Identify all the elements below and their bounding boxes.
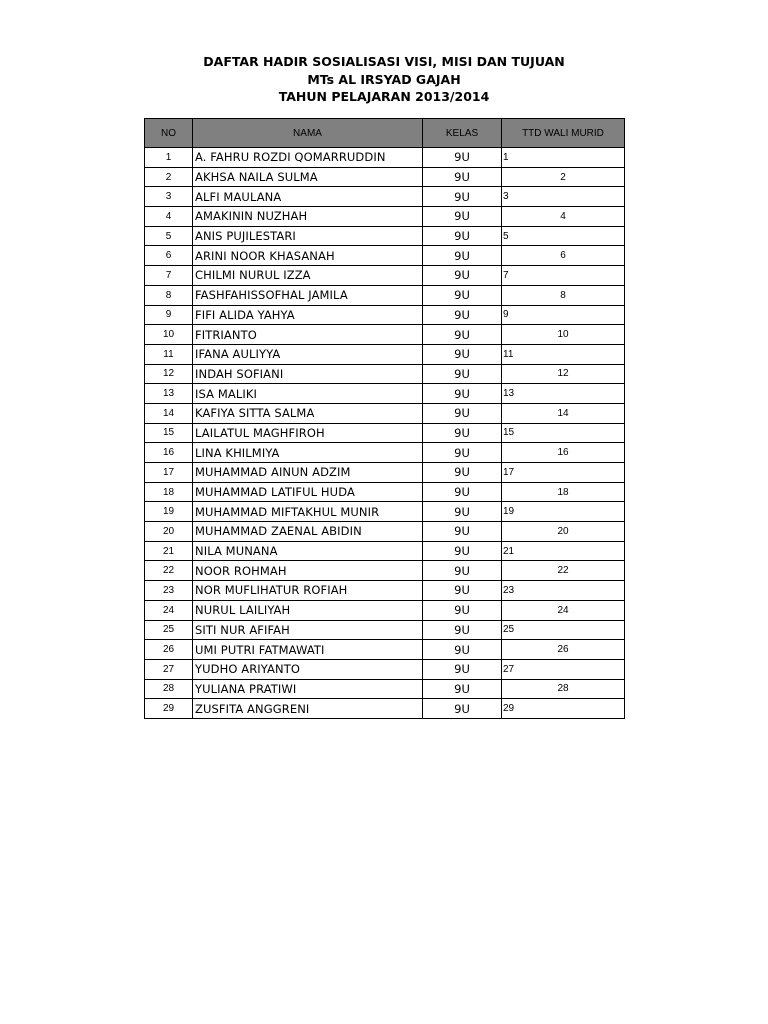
cell-kelas: 9U	[423, 207, 502, 227]
cell-ttd-signature[interactable]: 9	[502, 305, 625, 325]
table-row	[145, 344, 625, 364]
cell-nama: NOR MUFLIHATUR ROFIAH	[193, 581, 423, 601]
cell-kelas: 9U	[423, 561, 502, 581]
cell-no: 13	[145, 384, 193, 404]
cell-nama: ARINI NOOR KHASANAH	[193, 246, 423, 266]
cell-nama: ALFI MAULANA	[193, 187, 423, 207]
cell-ttd-signature[interactable]: 14	[502, 403, 625, 423]
table-row	[145, 561, 625, 581]
cell-no: 17	[145, 463, 193, 483]
cell-no: 5	[145, 226, 193, 246]
cell-no: 25	[145, 620, 193, 640]
document-title	[0, 53, 768, 106]
cell-nama: FASHFAHISSOFHAL JAMILA	[193, 285, 423, 305]
cell-no: 7	[145, 266, 193, 286]
cell-kelas: 9U	[423, 600, 502, 620]
cell-no: 12	[145, 364, 193, 384]
cell-ttd-signature[interactable]: 5	[502, 226, 625, 246]
title-line-1: DAFTAR HADIR SOSIALISASI VISI, MISI DAN TUJUAN	[203, 54, 565, 69]
table-row	[145, 463, 625, 483]
cell-no: 1	[145, 148, 193, 168]
cell-nama: NOOR ROHMAH	[193, 561, 423, 581]
cell-no: 28	[145, 679, 193, 699]
cell-no: 29	[145, 699, 193, 719]
table-header-row	[145, 119, 625, 148]
cell-ttd-signature[interactable]: 17	[502, 463, 625, 483]
cell-nama: LAILATUL MAGHFIROH	[193, 423, 423, 443]
cell-ttd-signature[interactable]: 26	[502, 640, 625, 660]
cell-no: 8	[145, 285, 193, 305]
cell-no: 18	[145, 482, 193, 502]
cell-kelas: 9U	[423, 502, 502, 522]
column-header-ttd: TTD WALI MURID	[502, 119, 625, 148]
title-line-2: MTs AL IRSYAD GAJAH	[307, 71, 461, 87]
table-row	[145, 403, 625, 423]
cell-kelas: 9U	[423, 148, 502, 168]
cell-nama: YULIANA PRATIWI	[193, 679, 423, 699]
column-header-nama: NAMA	[193, 119, 423, 148]
cell-no: 26	[145, 640, 193, 660]
cell-no: 22	[145, 561, 193, 581]
cell-no: 15	[145, 423, 193, 443]
cell-no: 27	[145, 659, 193, 679]
cell-nama: IFANA AULIYYA	[193, 344, 423, 364]
cell-kelas: 9U	[423, 305, 502, 325]
column-header-kelas: KELAS	[423, 119, 502, 148]
cell-kelas: 9U	[423, 384, 502, 404]
cell-no: 21	[145, 541, 193, 561]
attendance-table	[144, 118, 625, 719]
cell-ttd-signature[interactable]: 16	[502, 443, 625, 463]
cell-no: 6	[145, 246, 193, 266]
cell-nama: AMAKININ NUZHAH	[193, 207, 423, 227]
cell-ttd-signature[interactable]: 3	[502, 187, 625, 207]
cell-no: 9	[145, 305, 193, 325]
table-row	[145, 226, 625, 246]
cell-ttd-signature[interactable]: 28	[502, 679, 625, 699]
cell-no: 11	[145, 344, 193, 364]
cell-no: 19	[145, 502, 193, 522]
cell-kelas: 9U	[423, 423, 502, 443]
cell-kelas: 9U	[423, 325, 502, 345]
cell-nama: INDAH SOFIANI	[193, 364, 423, 384]
cell-nama: ANIS PUJILESTARI	[193, 226, 423, 246]
cell-nama: A. FAHRU ROZDI QOMARRUDDIN	[193, 148, 423, 168]
cell-kelas: 9U	[423, 679, 502, 699]
cell-ttd-signature[interactable]: 27	[502, 659, 625, 679]
cell-nama: ISA MALIKI	[193, 384, 423, 404]
cell-no: 2	[145, 167, 193, 187]
cell-kelas: 9U	[423, 364, 502, 384]
table-body	[145, 148, 625, 719]
cell-ttd-signature[interactable]: 19	[502, 502, 625, 522]
cell-ttd-signature[interactable]: 21	[502, 541, 625, 561]
cell-no: 23	[145, 581, 193, 601]
cell-kelas: 9U	[423, 246, 502, 266]
cell-kelas: 9U	[423, 226, 502, 246]
table-row	[145, 364, 625, 384]
cell-nama: MUHAMMAD MIFTAKHUL MUNIR	[193, 502, 423, 522]
cell-ttd-signature[interactable]: 22	[502, 561, 625, 581]
table-row	[145, 482, 625, 502]
table-row	[145, 148, 625, 168]
table-row	[145, 423, 625, 443]
cell-no: 10	[145, 325, 193, 345]
table-row	[145, 502, 625, 522]
cell-kelas: 9U	[423, 659, 502, 679]
table-row	[145, 699, 625, 719]
cell-nama: MUHAMMAD LATIFUL HUDA	[193, 482, 423, 502]
cell-kelas: 9U	[423, 463, 502, 483]
column-header-no: NO	[145, 119, 193, 148]
cell-ttd-signature[interactable]: 10	[502, 325, 625, 345]
cell-nama: ZUSFITA ANGGRENI	[193, 699, 423, 719]
cell-nama: CHILMI NURUL IZZA	[193, 266, 423, 286]
table-row	[145, 522, 625, 542]
table-row	[145, 541, 625, 561]
cell-kelas: 9U	[423, 581, 502, 601]
cell-kelas: 9U	[423, 167, 502, 187]
table-row	[145, 384, 625, 404]
cell-nama: NILA MUNANA	[193, 541, 423, 561]
cell-ttd-signature[interactable]: 1	[502, 148, 625, 168]
cell-ttd-signature[interactable]: 29	[502, 699, 625, 719]
table-row	[145, 325, 625, 345]
cell-no: 3	[145, 187, 193, 207]
cell-ttd-signature[interactable]: 12	[502, 364, 625, 384]
cell-kelas: 9U	[423, 640, 502, 660]
title-line-3: TAHUN PELAJARAN 2013/2014	[278, 89, 490, 104]
cell-kelas: 9U	[423, 482, 502, 502]
cell-no: 4	[145, 207, 193, 227]
cell-ttd-signature[interactable]: 4	[502, 207, 625, 227]
table-row	[145, 581, 625, 601]
cell-nama: MUHAMMAD ZAENAL ABIDIN	[193, 522, 423, 542]
cell-nama: MUHAMMAD AINUN ADZIM	[193, 463, 423, 483]
cell-ttd-signature[interactable]: 2	[502, 167, 625, 187]
cell-ttd-signature[interactable]: 25	[502, 620, 625, 640]
cell-kelas: 9U	[423, 187, 502, 207]
cell-ttd-signature[interactable]: 24	[502, 600, 625, 620]
cell-nama: YUDHO ARIYANTO	[193, 659, 423, 679]
table-row	[145, 246, 625, 266]
cell-nama: NURUL LAILIYAH	[193, 600, 423, 620]
table-row	[145, 305, 625, 325]
cell-nama: FITRIANTO	[193, 325, 423, 345]
cell-no: 20	[145, 522, 193, 542]
cell-no: 16	[145, 443, 193, 463]
cell-kelas: 9U	[423, 266, 502, 286]
cell-ttd-signature[interactable]: 8	[502, 285, 625, 305]
cell-nama: FIFI ALIDA YAHYA	[193, 305, 423, 325]
cell-no: 14	[145, 403, 193, 423]
table-row	[145, 187, 625, 207]
cell-nama: LINA KHILMIYA	[193, 443, 423, 463]
table-row	[145, 167, 625, 187]
cell-ttd-signature[interactable]: 7	[502, 266, 625, 286]
table-row	[145, 207, 625, 227]
cell-ttd-signature[interactable]: 11	[502, 344, 625, 364]
table-row	[145, 600, 625, 620]
table-row	[145, 659, 625, 679]
cell-ttd-signature[interactable]: 13	[502, 384, 625, 404]
cell-kelas: 9U	[423, 443, 502, 463]
cell-ttd-signature[interactable]: 20	[502, 522, 625, 542]
table-row	[145, 443, 625, 463]
table-row	[145, 620, 625, 640]
table-row	[145, 266, 625, 286]
cell-nama: UMI PUTRI FATMAWATI	[193, 640, 423, 660]
cell-nama: SITI NUR AFIFAH	[193, 620, 423, 640]
cell-kelas: 9U	[423, 285, 502, 305]
cell-ttd-signature[interactable]: 18	[502, 482, 625, 502]
cell-kelas: 9U	[423, 403, 502, 423]
cell-ttd-signature[interactable]: 6	[502, 246, 625, 266]
cell-kelas: 9U	[423, 344, 502, 364]
cell-ttd-signature[interactable]: 23	[502, 581, 625, 601]
cell-no: 24	[145, 600, 193, 620]
cell-kelas: 9U	[423, 699, 502, 719]
cell-nama: AKHSA NAILA SULMA	[193, 167, 423, 187]
cell-kelas: 9U	[423, 620, 502, 640]
table-row	[145, 640, 625, 660]
cell-nama: KAFIYA SITTA SALMA	[193, 403, 423, 423]
cell-ttd-signature[interactable]: 15	[502, 423, 625, 443]
table-row	[145, 679, 625, 699]
cell-kelas: 9U	[423, 541, 502, 561]
table-row	[145, 285, 625, 305]
cell-kelas: 9U	[423, 522, 502, 542]
